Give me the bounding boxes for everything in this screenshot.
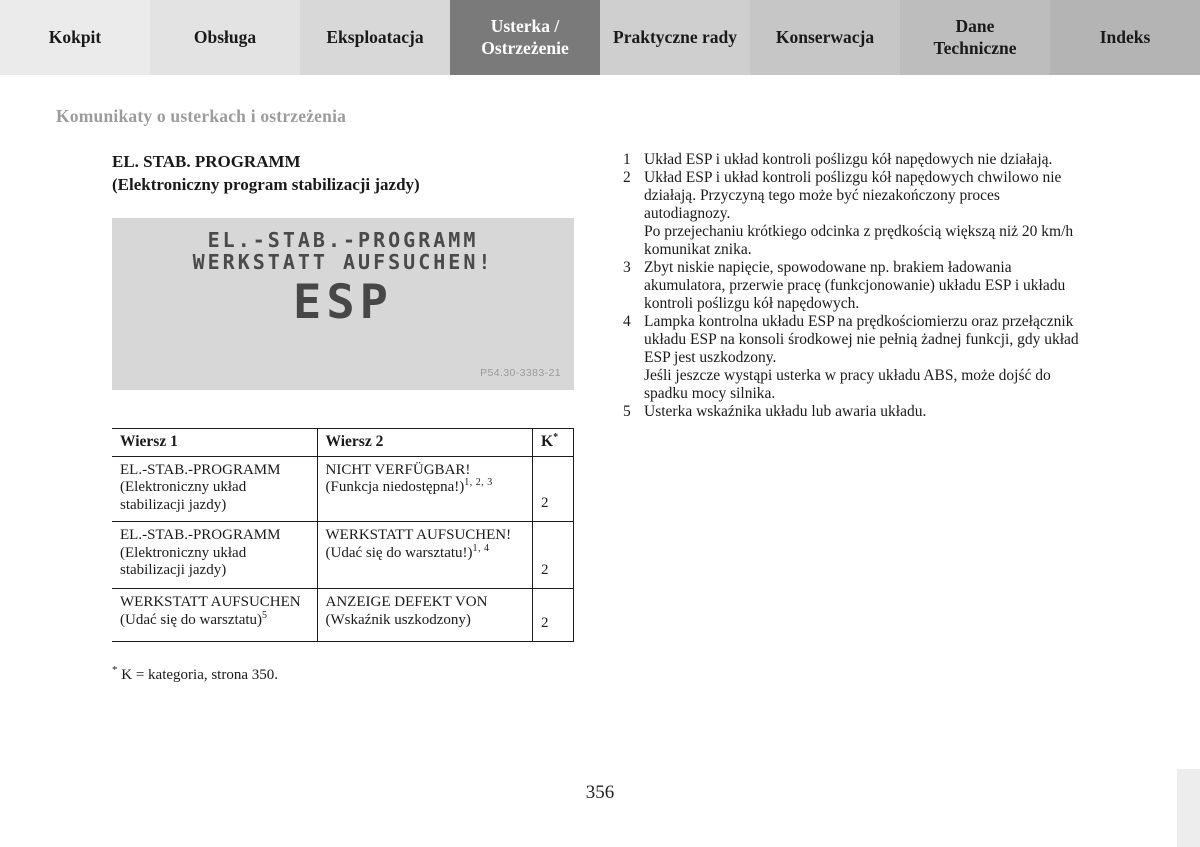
list-item: 5 Usterka wskaźnika układu lub awaria układu. xyxy=(623,403,927,420)
lcd-message-line1: EL.-STAB.-PROGRAMM xyxy=(207,228,479,252)
table-footnote: * K = kategoria, strona 350. xyxy=(112,664,279,683)
chapter-tab-bar xyxy=(0,0,1200,75)
section-title-line2: (Elektroniczny program stabilizacji jazdy) xyxy=(112,175,420,194)
tab-usterka-ostrzezenie[interactable]: Usterka / Ostrzeżenie xyxy=(450,0,600,75)
table-row: WERKSTATT AUFSUCHEN (Udać się do warsztatu)$^5$ ANZEIGE DEFEKT VON (Wskaźnik uszkodzony) 2 xyxy=(112,589,574,642)
tab-praktyczne-rady[interactable]: Praktyczne rady xyxy=(600,0,750,75)
category-value: 2 xyxy=(533,456,574,522)
col-header-wiersz1: Wiersz 1 xyxy=(112,429,317,457)
lcd-esp-text: ESP xyxy=(293,275,393,330)
category-value: 2 xyxy=(533,589,574,642)
lcd-message-line2: WERKSTATT AUFSUCHEN! xyxy=(192,250,494,274)
list-item: 1 Układ ESP i układ kontroli poślizgu kół napędowych nie działają. xyxy=(623,151,1053,168)
tab-obsluga[interactable]: Obsługa xyxy=(150,0,300,75)
tab-indeks[interactable]: Indeks xyxy=(1050,0,1200,75)
page-number: 356 xyxy=(585,782,615,803)
message-table xyxy=(112,428,574,642)
tab-eksploatacja[interactable]: Eksploatacja xyxy=(300,0,450,75)
page-edge-thumb-tab xyxy=(1177,769,1200,847)
list-item: 3 Zbyt niskie napięcie, spowodowane np. brakiem ładowania akumulatora, przerwie pracę (funkcjonowanie) układu ESP i układu kontroli poślizgu kół napędowych. xyxy=(623,259,1066,312)
section-title xyxy=(112,150,574,196)
illustration-part-number: P54.30-3383-21 xyxy=(480,367,561,379)
tab-kokpit[interactable]: Kokpit xyxy=(0,0,150,75)
tab-dane-techniczne[interactable]: Dane Techniczne xyxy=(900,0,1050,75)
list-item: 2 Układ ESP i układ kontroli poślizgu kół napędowych chwilowo nie działają. Przyczyną tego może być niezakończony proces autodiagnozy. Po przejechaniu krótkiego odcinka z prędkością większą niż 20 km/h komunikat znika. xyxy=(623,169,1074,258)
instrument-display-illustration xyxy=(112,218,574,390)
col-header-k: K* xyxy=(533,429,574,457)
section-title-line1: EL. STAB. PROGRAMM xyxy=(112,152,301,171)
notes-list xyxy=(623,151,1089,421)
left-column xyxy=(112,150,574,684)
table-row: EL.-STAB.-PROGRAMM (Elektroniczny układ stabilizacji jazdy) NICHT VERFÜGBAR! (Funkcja niedostępna!)$^{1, 2, 3}$ 2 xyxy=(112,456,574,522)
running-heading: Komunikaty o usterkach i ostrzeżenia xyxy=(56,106,347,126)
table-header-row xyxy=(112,429,574,457)
tab-konserwacja[interactable]: Konserwacja xyxy=(750,0,900,75)
col-header-wiersz2: Wiersz 2 xyxy=(317,429,533,457)
category-value: 2 xyxy=(533,522,574,589)
list-item: 4 Lampka kontrolna układu ESP na prędkościomierzu oraz przełącznik układu ESP na konsoli środkowej nie pełnią żadnej funkcji, gdy układ ESP jest uszkodzony. Jeśli jeszcze wystąpi usterka w pracy układu ABS, może dojść do spadku mocy silnika. xyxy=(623,313,1079,402)
table-row: EL.-STAB.-PROGRAMM (Elektroniczny układ stabilizacji jazdy) WERKSTATT AUFSUCHEN! (Udać się do warsztatu!)$^{1, 4}$ 2 xyxy=(112,522,574,589)
